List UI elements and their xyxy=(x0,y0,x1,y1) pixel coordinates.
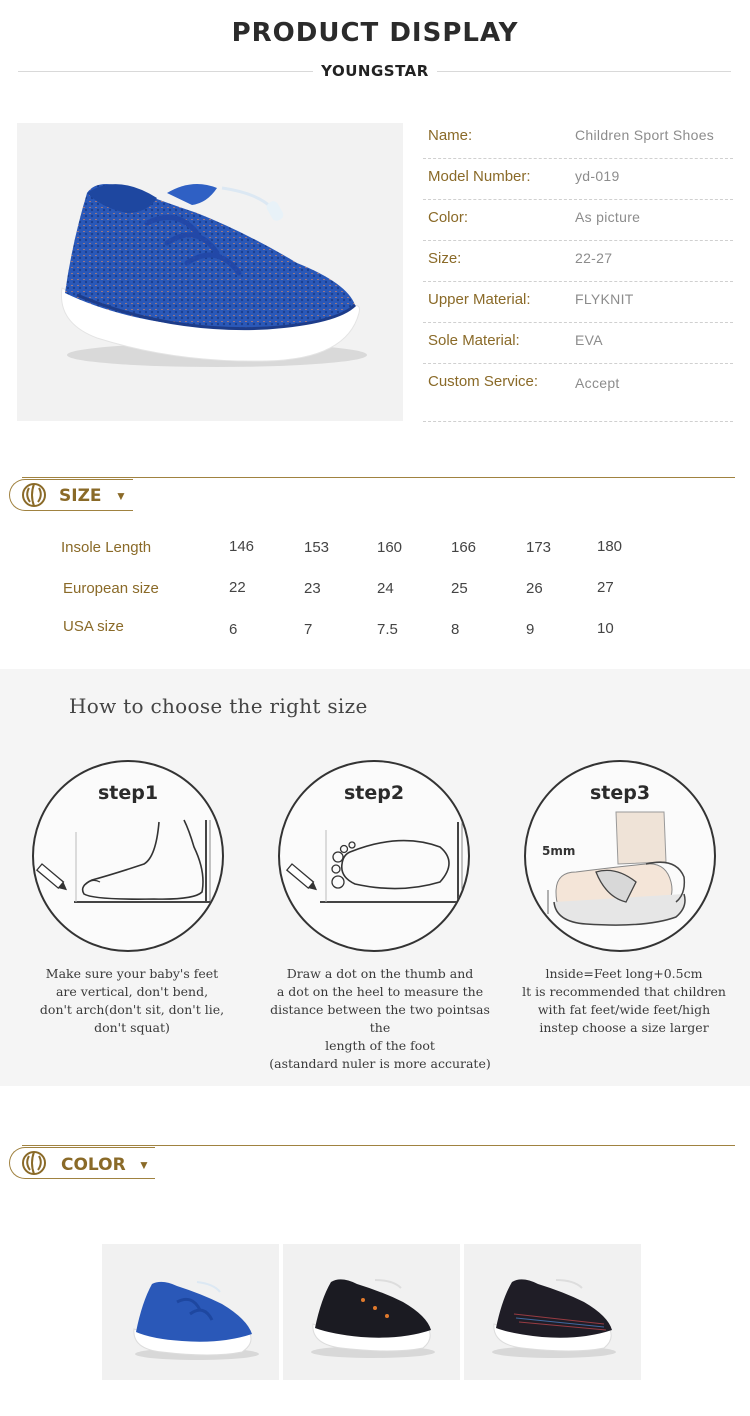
color-swatch-blue[interactable] xyxy=(102,1244,279,1380)
step3-illustration xyxy=(524,760,716,952)
black-multicolor-sneaker-icon xyxy=(464,1244,641,1380)
gap-measure-label: 5mm xyxy=(542,844,576,858)
size-section-label: SIZE xyxy=(59,486,102,506)
color-swatch-black-multicolor[interactable] xyxy=(464,1244,641,1380)
size-table xyxy=(0,530,750,650)
size-cell: 146 xyxy=(229,538,255,555)
spec-row-upper xyxy=(423,282,733,323)
size-cell: 7.5 xyxy=(377,621,398,638)
brand-logo xyxy=(0,62,750,80)
foot-side-icon xyxy=(34,802,224,952)
blue-sneaker-icon xyxy=(17,123,403,421)
size-cell: 25 xyxy=(451,580,468,597)
size-cell: 24 xyxy=(377,580,394,597)
step1-description: Make sure your baby's feet are vertical, don't bend, don't arch(don't sit, don't lie, don't squat) xyxy=(39,966,225,1035)
color-section-divider xyxy=(22,1145,735,1146)
size-cell: 27 xyxy=(597,579,614,596)
spec-label: Sole Material: xyxy=(428,332,520,349)
foot-top-icon xyxy=(280,802,470,952)
spec-label: Name: xyxy=(428,127,473,144)
color-swatch-black-orange[interactable] xyxy=(283,1244,460,1380)
howto-title: How to choose the right size xyxy=(69,694,368,718)
spec-value: 22-27 xyxy=(575,250,613,266)
product-photo xyxy=(17,123,403,421)
spec-label: Color: xyxy=(428,209,469,226)
spec-label: Custom Service: xyxy=(428,373,539,390)
spec-label: Size: xyxy=(428,250,462,267)
size-cell: 166 xyxy=(451,539,477,556)
size-cell: 22 xyxy=(229,579,246,596)
step2-title: step2 xyxy=(343,782,405,804)
spec-row-custom xyxy=(423,364,733,422)
step3-description: lnside=Feet long+0.5cm lt is recommended that children with fat feet/wide feet/high instep choose a size larger xyxy=(522,966,726,1035)
globe-icon xyxy=(21,1150,47,1181)
brand-name: YOUNGSTAR xyxy=(313,62,437,80)
spec-row-size xyxy=(423,241,733,282)
size-cell: 173 xyxy=(526,539,552,556)
size-cell: 6 xyxy=(229,621,238,638)
chevron-down-icon: ▼ xyxy=(115,489,127,503)
size-cell: 10 xyxy=(597,620,614,637)
spec-row-name xyxy=(423,118,733,159)
color-section-label: COLOR xyxy=(61,1155,126,1175)
spec-label: Model Number: xyxy=(428,168,531,185)
size-row-label: USA size xyxy=(63,618,124,635)
black-sneaker-icon xyxy=(283,1244,460,1380)
spec-row-model xyxy=(423,159,733,200)
size-cell: 7 xyxy=(304,621,313,638)
step1-illustration xyxy=(32,760,224,952)
size-cell: 23 xyxy=(304,580,321,597)
spec-row-sole xyxy=(423,323,733,364)
size-section-divider xyxy=(22,477,735,478)
globe-icon xyxy=(21,482,47,513)
step2-illustration xyxy=(278,760,470,952)
chevron-down-icon: ▼ xyxy=(138,1158,150,1172)
size-cell: 153 xyxy=(304,539,330,556)
shoe-fit-icon xyxy=(526,802,716,952)
size-cell: 8 xyxy=(451,621,460,638)
size-row-label: Insole Length xyxy=(61,539,152,556)
step1-title: step1 xyxy=(97,782,159,804)
spec-table xyxy=(423,118,733,423)
blue-sneaker-icon xyxy=(102,1244,279,1380)
size-row-label: European size xyxy=(63,580,159,597)
page-title: PRODUCT DISPLAY xyxy=(231,18,519,48)
spec-value: FLYKNIT xyxy=(575,291,634,307)
spec-value: EVA xyxy=(575,332,603,348)
spec-value: As picture xyxy=(575,209,641,225)
spec-value: yd-019 xyxy=(575,168,620,184)
spec-label: Upper Material: xyxy=(428,291,531,308)
step2-description: Draw a dot on the thumb and a dot on the heel to measure the distance between the two pointsas the length of the foot (astandard nuler is more accurate) xyxy=(269,966,491,1071)
spec-value: Children Sport Shoes xyxy=(575,127,715,143)
size-cell: 9 xyxy=(526,621,535,638)
step3-title: step3 xyxy=(589,782,651,804)
size-cell: 180 xyxy=(597,538,623,555)
spec-row-color xyxy=(423,200,733,241)
size-cell: 26 xyxy=(526,580,543,597)
spec-value: Accept xyxy=(575,375,620,391)
size-cell: 160 xyxy=(377,539,403,556)
